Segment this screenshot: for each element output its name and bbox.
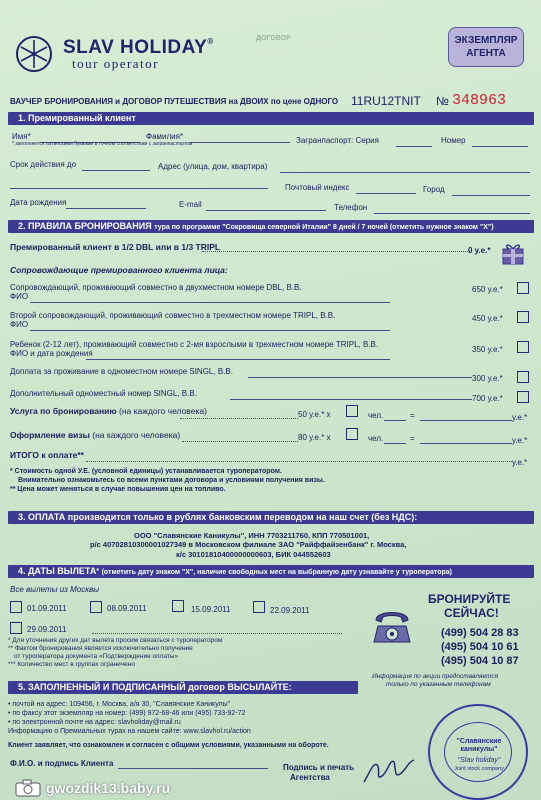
agent-copy-badge: ЭКЗЕМПЛЯР АГЕНТА — [448, 27, 524, 67]
row1-label: Сопровождающий, проживающий совместно в двухместном номере DBL, В.В. — [10, 283, 302, 292]
row3-sub: ФИО и дата рождения — [10, 349, 93, 358]
signature-icon — [360, 752, 420, 788]
visa-persons: чел. — [368, 434, 384, 443]
camera-watermark-icon — [14, 778, 42, 798]
phone-field[interactable] — [374, 213, 530, 214]
booking-eq: = — [410, 411, 415, 420]
note-3: ** Цена может меняться в случае повышения цен на топливо. — [10, 486, 226, 493]
premium-client-label: Премированный клиент в 1/2 DBL или в 1/3 TRIPL — [10, 242, 221, 252]
surname-field[interactable] — [190, 142, 290, 143]
payment-line1: ООО "Славянские Каникулы", ИНН 7703211760, КПП 770501001, — [134, 531, 370, 540]
section5-header: 5. ЗАПОЛНЕННЫЙ И ПОДПИСАННЫЙ договор ВЫСЫЛАЙТЕ: — [8, 681, 358, 694]
send-email: • по электронной почте на адрес: slavholiday@mail.ru — [8, 719, 181, 726]
date5-checkbox[interactable] — [10, 622, 22, 634]
section4-header: 4. ДАТЫ ВЫЛЕТА* (отметить дату знаком "X", наличие свободных мест на выбранную дату узнавайте у туроператора) — [8, 565, 534, 578]
stamp-name: "Славянские каникулы" — [456, 738, 502, 753]
phone-1: (499) 504 28 83 — [441, 627, 519, 639]
visa-persons-field[interactable] — [384, 443, 406, 444]
address-field-2[interactable] — [10, 188, 268, 189]
row1-sub: ФИО — [10, 292, 29, 301]
date4-label: 22.09.2011 — [270, 606, 310, 615]
total-dots — [86, 461, 512, 462]
promo-note-1: Информация по акции предоставляется — [372, 673, 499, 680]
visa-price: 80 у.е.* х — [298, 433, 331, 442]
row1-checkbox[interactable] — [517, 282, 529, 294]
email-field[interactable] — [206, 210, 326, 211]
row5-label: Дополнительный одноместный номер SINGL, В.В. — [10, 389, 197, 398]
note-2: Внимательно ознакомьтесь со всеми пунктами договора и условиями получения визы. — [18, 477, 325, 484]
postcode-label: Почтовый индекс — [285, 183, 350, 192]
passport-number-label: Номер — [441, 136, 466, 145]
site-info: Информацию о Премиальных турах на нашем сайте: www.slavhol.ru/action — [8, 728, 251, 735]
booking-dots — [180, 418, 298, 419]
phone-label: Телефон — [334, 203, 368, 212]
dates-note-2: ** Фактом бронирования является исключительно получение — [8, 645, 193, 652]
client-sign-field[interactable] — [118, 768, 268, 769]
email-label: E-mail — [179, 200, 202, 209]
other-date-field[interactable] — [92, 633, 342, 634]
row1-fio-field[interactable] — [30, 302, 390, 303]
brand-name: SLAV HOLIDAY® — [63, 37, 214, 58]
section1-header: 1. Премированный клиент — [8, 112, 534, 125]
visa-eq: = — [410, 434, 415, 443]
dob-label: Дата рождения — [10, 198, 67, 207]
agreement-text: Клиент заявляет, что ознакомлен и согласен с общими условиями, указанными на обороте. — [8, 742, 329, 749]
agency-sign-2: Агентства — [290, 773, 330, 782]
latin-note: * заполняется латинскими буквами в точном соответствии с загранпаспортом — [12, 141, 193, 147]
note-1: * Стоимость одной У.Е. (условной единицы) устанавливается туроператором. — [10, 468, 282, 475]
accompany-title: Сопровождающие премированного клиента лица: — [10, 265, 228, 275]
client-sign-label: Ф.И.О. и подпись Клиента — [10, 759, 114, 768]
payment-line3: к/с 30101810400000000603, БИК 044552603 — [176, 550, 331, 559]
row1-price: 650 у.е.* — [472, 285, 503, 294]
agency-sign-1: Подпись и печать — [283, 763, 355, 772]
voucher-code: 11RU12TNIT — [351, 94, 421, 108]
row3-price: 350 у.е.* — [472, 345, 503, 354]
dob-field[interactable] — [66, 208, 146, 209]
date1-checkbox[interactable] — [10, 601, 22, 613]
date2-label: 08.09.2011 — [107, 604, 147, 613]
validity-field[interactable] — [82, 170, 150, 171]
row3-checkbox[interactable] — [517, 341, 529, 353]
surname-label: Фамилия* — [146, 132, 184, 141]
stamp-en: "Slav holiday" — [457, 757, 501, 764]
telephone-icon — [370, 604, 414, 646]
date5-label: 29.09.2011 — [27, 625, 67, 634]
row4-checkbox[interactable] — [517, 371, 529, 383]
visa-checkbox[interactable] — [346, 428, 358, 440]
premium-price: 0 у.е.* — [468, 246, 491, 255]
dates-note-3: от туроператора документа «Подтверждение оплаты» — [14, 653, 179, 660]
dates-note-4: *** Количество мест в группах ограничено — [8, 661, 135, 668]
gift-icon — [500, 240, 526, 266]
booking-persons: чел. — [368, 411, 384, 420]
row2-checkbox[interactable] — [517, 311, 529, 323]
row3-fio-field[interactable] — [86, 359, 390, 360]
phone-2: (495) 504 10 61 — [441, 641, 519, 653]
address-field[interactable] — [280, 172, 530, 173]
promo-note-2: только по указанным телефонам — [386, 681, 491, 688]
name-label: Имя* — [12, 132, 31, 141]
passport-number-field[interactable] — [472, 146, 528, 147]
date4-checkbox[interactable] — [253, 601, 265, 613]
total-ue: у.е.* — [512, 458, 528, 467]
booking-service-label: Услуга по бронированию (на каждого человека) — [10, 406, 207, 416]
postcode-field[interactable] — [356, 193, 416, 194]
passport-label: Загранпаспорт: Серия — [296, 136, 379, 145]
validity-label: Срок действия до — [10, 160, 77, 169]
booking-price: 50 у.е.* х — [298, 410, 331, 419]
book-now-2: СЕЙЧАС! — [444, 606, 499, 620]
city-label: Город — [423, 185, 445, 194]
watermark: gwozdik13.baby.ru — [46, 780, 171, 796]
dates-note-1: * Для уточнения других дат вылета просим связаться с туроператором — [8, 637, 223, 644]
row2-label: Второй сопровождающий, проживающий совместно в трехместном номере TRIPL, В.В. — [10, 311, 336, 320]
row2-price: 450 у.е.* — [472, 314, 503, 323]
visa-dots — [182, 441, 298, 442]
voucher-number: 348963 — [452, 92, 507, 109]
brand-subtitle: tour operator — [72, 56, 160, 71]
section2-header: 2. ПРАВИЛА БРОНИРОВАНИЯ тура по программе "Сокровища северной Италии" 8 дней / 7 ночей (отметить нужное знаком "X") — [8, 220, 534, 233]
row4-price: 300 у.е.* — [472, 374, 503, 383]
booking-checkbox[interactable] — [346, 405, 358, 417]
snowflake-logo-icon — [14, 34, 54, 74]
city-field[interactable] — [452, 195, 530, 196]
address-label: Адрес (улица, дом, квартира) — [158, 162, 268, 171]
payment-line2: р/с 40702810300001027349 в Московском филиале ЗАО "Райффайзенбанк" г. Москва, — [90, 540, 407, 549]
faint-header: ДОГОВОР — [256, 35, 291, 42]
booking-ue: у.е.* — [512, 413, 528, 422]
row5-line — [230, 399, 472, 400]
row4-label: Доплата за проживание в одноместном номере SINGL, В.В. — [10, 367, 233, 376]
send-post: • почтой на адрес: 109456, г. Москва, а/я 30, "Славянские Каникулы" — [8, 701, 231, 708]
row3-label: Ребенок (2-12 лет), проживающий совместно с 2-мя взрослыми в трехместном номере TRIPL, В.В. — [10, 340, 379, 349]
row5-price: 700 у.е.* — [472, 394, 503, 403]
send-fax: • по факсу этот экземпляр на номер: (499) 972-68-46 или (495) 733-92-72 — [8, 710, 246, 717]
section3-header: 3. ОПЛАТА производится только в рублях банковским переводом на наш счет (без НДС): — [8, 511, 534, 524]
date2-checkbox[interactable] — [90, 601, 102, 613]
book-now-1: БРОНИРУЙТЕ — [428, 592, 511, 606]
voucher-title: ВАУЧЕР БРОНИРОВАНИЯ и ДОГОВОР ПУТЕШЕСТВИЯ на ДВОИХ по цене ОДНОГО — [10, 97, 339, 106]
row4-line — [248, 377, 472, 378]
visa-ue: у.е.* — [512, 436, 528, 445]
date1-label: 01.09.2011 — [27, 604, 67, 613]
row5-checkbox[interactable] — [517, 391, 529, 403]
phone-3: (495) 504 10 87 — [441, 655, 519, 667]
row2-sub: ФИО — [10, 320, 29, 329]
booking-persons-field[interactable] — [384, 420, 406, 421]
date3-label: 15.09.2011 — [191, 605, 231, 614]
premium-dots — [202, 251, 470, 252]
stamp-type: Joint stock company — [454, 766, 504, 772]
passport-series-field[interactable] — [396, 146, 432, 147]
voucher-number-label: № — [436, 94, 449, 108]
total-label: ИТОГО к оплате** — [10, 450, 84, 460]
departures-from: Все вылеты из Москвы — [10, 585, 100, 594]
visa-sum-field[interactable] — [420, 443, 512, 444]
date3-checkbox[interactable] — [172, 600, 184, 612]
row2-fio-field[interactable] — [30, 330, 390, 331]
booking-sum-field[interactable] — [420, 420, 512, 421]
visa-label: Оформление визы (на каждого человека) — [10, 430, 181, 440]
